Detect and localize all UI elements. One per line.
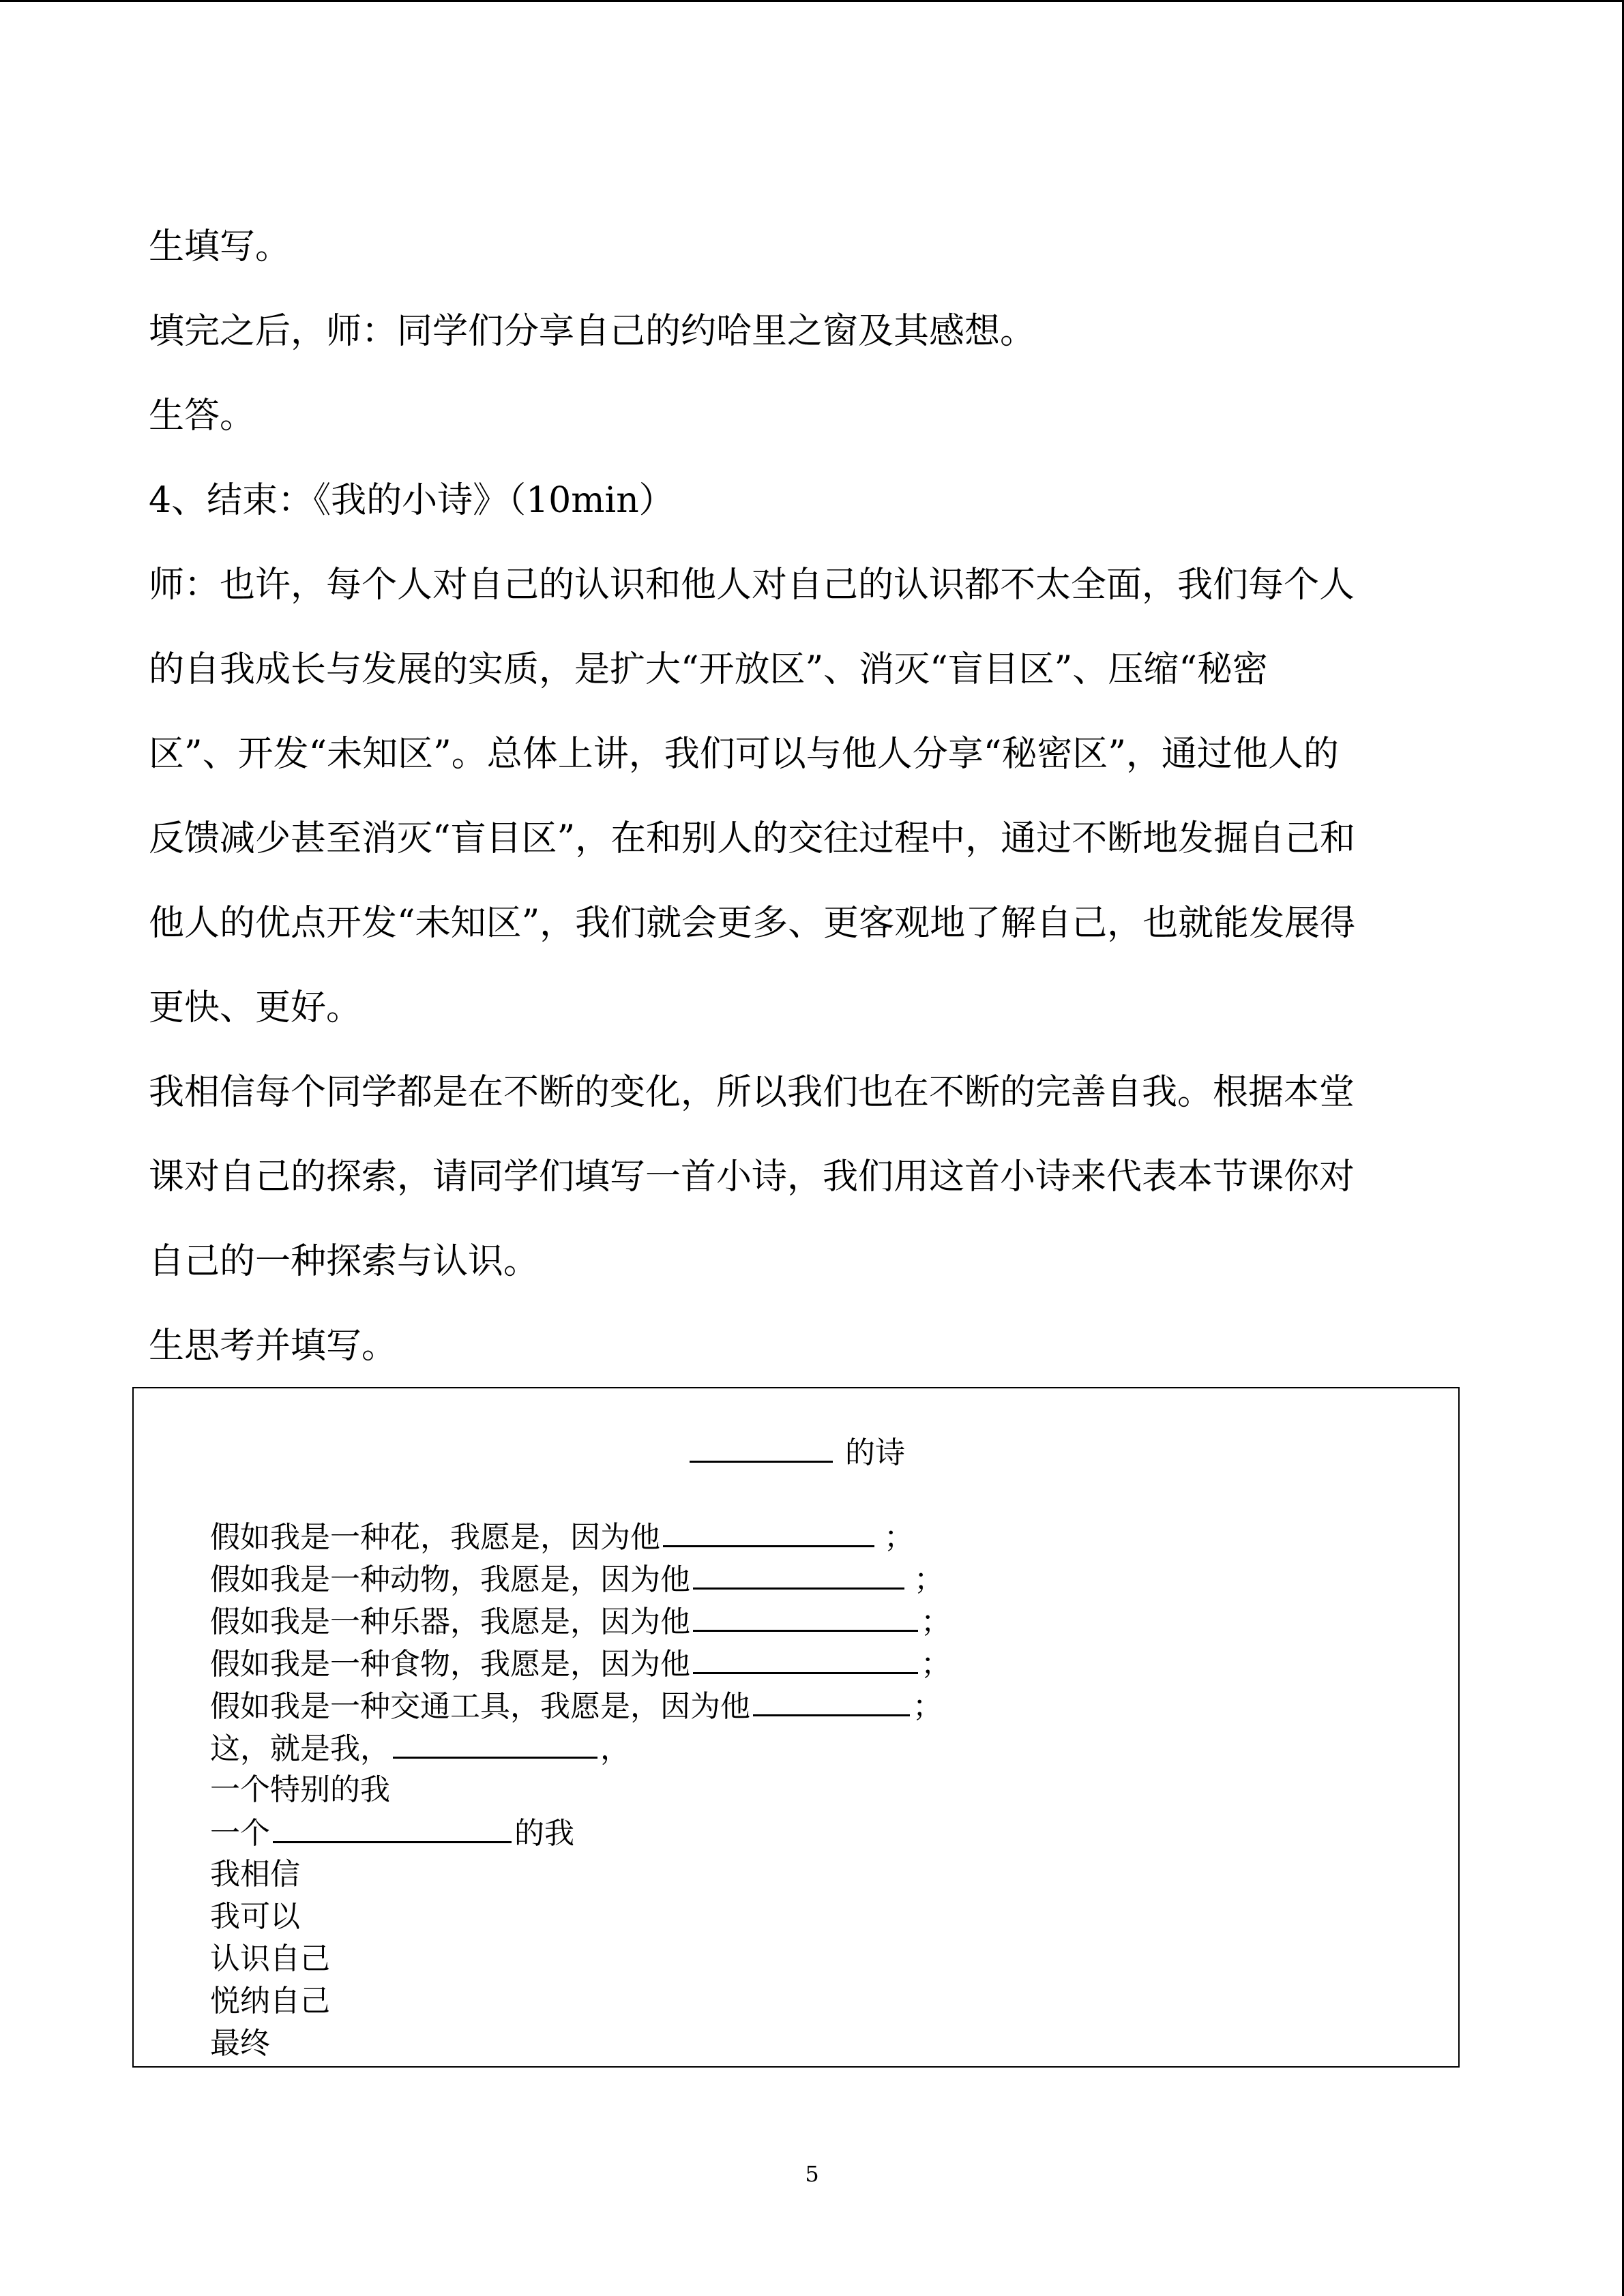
body-line: 他人的优点开发“未知区”，我们就会更多、更客观地了解自己，也就能发展得: [149, 903, 1356, 944]
fill-blank[interactable]: [693, 1557, 904, 1590]
poem-line-finally: 最终: [210, 2026, 270, 2061]
fill-blank[interactable]: [693, 1642, 918, 1674]
body-line: 区”、开发“未知区”。总体上讲，我们可以与他人分享“秘密区”，通过他人的: [149, 734, 1339, 775]
poem-line-punct: ，: [600, 1731, 630, 1766]
fill-blank[interactable]: [393, 1727, 597, 1759]
poem-title-suffix: 的诗: [845, 1435, 905, 1470]
top-border-line: [0, 0, 1624, 2]
poem-line-accept-self: 悦纳自己: [210, 1984, 330, 2018]
poem-line-punct: ；: [921, 1605, 951, 1639]
poem-line-punct: ；: [914, 1562, 944, 1597]
body-line: 师：也许，每个人对自己的认识和他人对自己的认识都不太全面，我们每个人: [149, 565, 1355, 606]
poem-line-animal: [210, 1557, 951, 1600]
poem-line-text: 假如我是一种花，我愿是，因为他: [210, 1520, 660, 1555]
poem-line-text: 一个: [210, 1816, 270, 1851]
poem-line-special-me: 一个特别的我: [210, 1772, 390, 1807]
body-line: 我相信每个同学都是在不断的变化，所以我们也在不断的完善自我。根据本堂: [149, 1072, 1355, 1113]
body-line: 填完之后，师：同学们分享自己的约哈里之窗及其感想。: [149, 311, 1036, 352]
poem-line-punct: ；: [913, 1689, 943, 1724]
poem-line-punct: ；: [884, 1520, 914, 1555]
poem-line-punct: ；: [921, 1647, 951, 1682]
poem-line-i-believe: 我相信: [210, 1857, 300, 1892]
poem-line-text: 假如我是一种乐器，我愿是，因为他: [210, 1605, 690, 1639]
body-line: 生思考并填写。: [149, 1326, 398, 1367]
fill-blank[interactable]: [753, 1684, 910, 1716]
poem-line-one: [210, 1811, 951, 1853]
body-line: 的自我成长与发展的实质，是扩大“开放区”、消灭“盲目区”、压缩“秘密: [149, 649, 1268, 690]
fill-blank[interactable]: [693, 1600, 918, 1632]
fill-blank[interactable]: [273, 1811, 512, 1843]
fill-blank[interactable]: [663, 1515, 874, 1547]
poem-line-know-self: 认识自己: [210, 1941, 330, 1976]
poem-line-instrument: [210, 1600, 951, 1642]
body-line: 课对自己的探索，请同学们填写一首小诗，我们用这首小诗来代表本节课你对: [149, 1157, 1355, 1197]
body-line: 生填写。: [149, 226, 291, 267]
body-line: 反馈减少甚至消灭“盲目区”，在和别人的交往过程中，通过不断地发掘自己和: [149, 818, 1356, 859]
poem-line-i-can: 我可以: [210, 1899, 300, 1934]
poem-title: [134, 1431, 1458, 1474]
poem-line-food: [210, 1642, 951, 1684]
poem-line-text: 的我: [514, 1816, 574, 1851]
poem-line-text: 假如我是一种动物，我愿是，因为他: [210, 1562, 690, 1597]
body-line: 自己的一种探索与认识。: [149, 1241, 540, 1282]
section-heading: 4、结束：《我的小诗》（10min）: [149, 480, 675, 521]
poem-line-this-is-me: [210, 1727, 951, 1769]
poem-worksheet-box: [132, 1387, 1460, 2068]
poem-line-text: 假如我是一种交通工具，我愿是，因为他: [210, 1689, 750, 1724]
poem-line-text: 这，就是我，: [210, 1731, 390, 1766]
body-line: 更快、更好。: [149, 987, 362, 1028]
body-line: 生答。: [149, 396, 256, 436]
poem-lines: [210, 1515, 951, 2065]
page-number: 5: [805, 2161, 819, 2187]
poem-line-text: 假如我是一种食物，我愿是，因为他: [210, 1647, 690, 1682]
title-blank[interactable]: [690, 1431, 833, 1463]
poem-line-flower: [210, 1515, 951, 1557]
poem-line-vehicle: [210, 1684, 951, 1727]
lesson-body-text: [149, 205, 1479, 1388]
